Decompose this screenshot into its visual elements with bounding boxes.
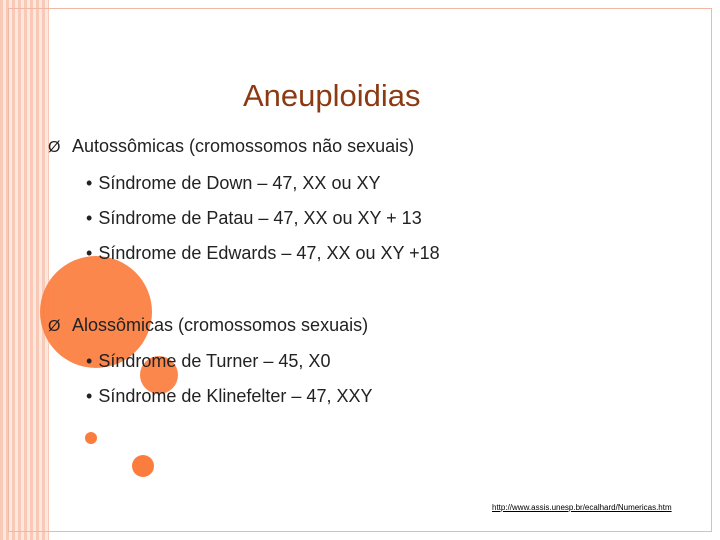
list-item-text: Síndrome de Patau – 47, XX ou XY + 13	[98, 208, 422, 228]
bullet-icon: •	[86, 351, 93, 371]
list-item	[86, 208, 422, 229]
group-heading-text: Autossômicas (cromossomos não sexuais)	[72, 136, 415, 156]
decorative-stripes	[0, 0, 49, 540]
group-heading-text: Alossômicas (cromossomos sexuais)	[72, 315, 369, 335]
arrow-bullet-icon: Ø	[48, 139, 61, 156]
bullet-icon: •	[86, 386, 93, 406]
list-item-text: Síndrome de Down – 47, XX ou XY	[98, 173, 381, 193]
group-heading-autossomicas	[48, 136, 414, 157]
group-heading-alossomicas	[48, 315, 368, 336]
source-link[interactable]: http://www.assis.unesp.br/ecalhard/Numericas.htm	[492, 503, 672, 512]
list-item	[86, 243, 440, 264]
decorative-circle-small	[85, 432, 97, 444]
bullet-icon: •	[86, 243, 93, 263]
list-item-text: Síndrome de Klinefelter – 47, XXY	[98, 386, 373, 406]
slide-title: Aneuploidias	[243, 78, 421, 113]
decorative-circle-small-2	[132, 455, 154, 477]
list-item	[86, 173, 380, 194]
list-item	[86, 351, 330, 372]
list-item	[86, 386, 372, 407]
list-item-text: Síndrome de Turner – 45, X0	[98, 351, 331, 371]
list-item-text: Síndrome de Edwards – 47, XX ou XY +18	[98, 243, 440, 263]
bullet-icon: •	[86, 173, 93, 193]
bullet-icon: •	[86, 208, 93, 228]
arrow-bullet-icon: Ø	[48, 318, 61, 335]
